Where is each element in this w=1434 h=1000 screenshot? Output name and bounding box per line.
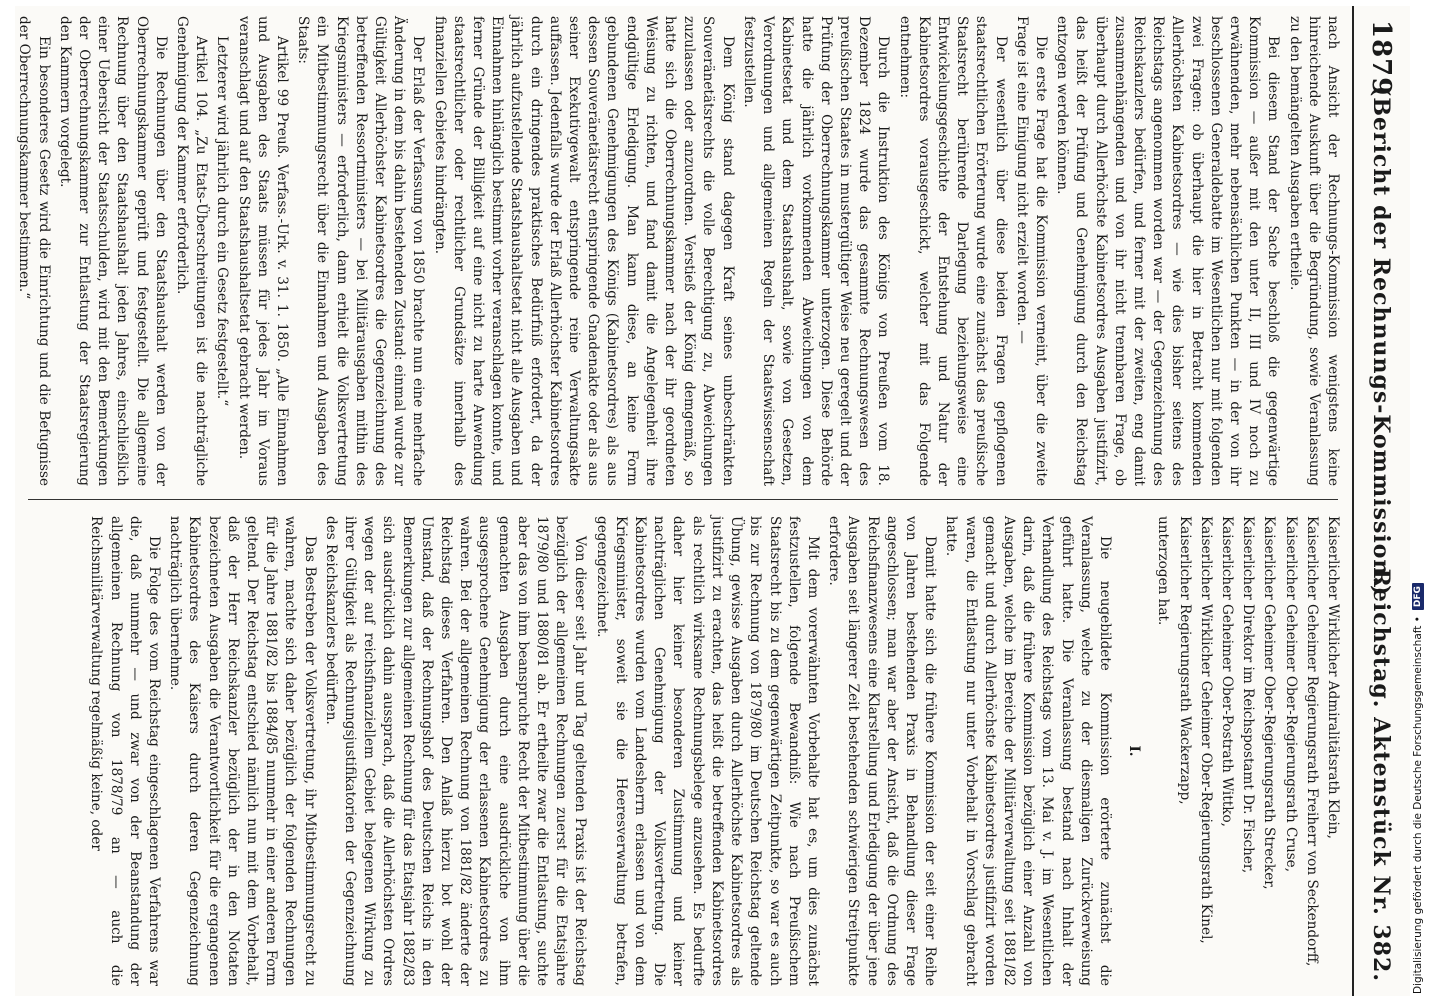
rotated-page: [15, 6, 1410, 996]
article-quote: Artikel 104. „Zu Etats-Überschreitungen ist die nachträgliche Genehmigung der Kammer erforderlich.: [174, 16, 210, 486]
paragraph: unterzogen hat.: [1155, 516, 1172, 626]
page-header: [1352, 6, 1410, 996]
paragraph: Dem König stand dagegen Kraft seines unbeschränkten Souveränetätsrechts die volle Berechtigung zu, Abweichungen zuzulassen oder anzuordnen. Verstieß der König demgemäß, so hatte sich die Oberrechnungskammer nach der ihr geordneten Weisung zu richten, und fand damit die Angelegenheit ihre endgültige Erledigung. Man kann diese, an keine Form gebundenen Genehmigungen des Königs (Kabinetsordres) als aus dessen Souveränetätsrecht entspringende Gnadenakte oder als aus seiner Exekutivgewalt entspringende reine Verwaltungsakte auffassen. Jedenfalls wurde der Erlaß Allerhöchster Kabinetsordres durch ein dringendes praktisches Bedürfniß erfordert, da der jährlich aufzustellende Staatshaushaltsetat nicht alle Ausgaben und Einnahmen hinlänglich bestimmt vorher veranschlagen konnte, und ferner Gründe der Billigkeit auf eine nicht zu harte Anwendung staatsrechtlicher oder rechtlicher Grundsätze innerhalb des finanziellen Gebietes hindrängten.: [431, 16, 736, 486]
credit-text: Digitalisierung gefördert durch die Deutsche Forschungsgemeinschaft •: [1412, 616, 1424, 994]
article-quote: Ein besonderes Gesetz wird die Einrichtung und die Befugnisse der Oberrechnungskammer bestimmen.“: [16, 16, 52, 486]
paragraph: Das Bestreben der Volksvertretung, ihr Mitbestimmungsrecht zu wahren, machte sich daher bezüglich der folgenden Rechnungen für die Jahre 1881/82 bis 1884/85 nunmehr in einer anderen Form geltend. Der Reichstag entschied nämlich nun mit dem Vorbehalt, daß der Herr Reichskanzler bezüglich der in den Notaten bezeichneten Ausgaben die Verantwortlichkeit für die ergangenen Kabinetsordres des Kaisers durch deren Gegenzeichnung nachträglich übernehme.: [167, 516, 318, 986]
column-divider: [28, 499, 1338, 500]
member-line: Kaiserlicher Geheimer Ober-Regierungsrath Cruse,: [1282, 516, 1299, 873]
paragraph: Von dieser seit Jahr und Tag geltenden Praxis ist der Reichstag bezüglich der allgemeinen Rechnungen zuerst für die Etatsjahre 1879/80 und 1880/81 ab. Er ertheilte zwar die Entlastung, suchte aber das von ihm beanspruchte Recht der Mitbestimmung über die gemachten Ausgaben durch eine ausdrückliche von ihm ausgesprochene Genehmigung der erlassenen Kabinetsordres zu wahren. Bei der allgemeinen Rechnung von 1881/82 änderte der Reichstag dieses Verfahren. Den Anlaß hierzu bot wohl der Umstand, daß der Rechnungshof des Deutschen Reichs in den Bemerkungen zur allgemeinen Rechnung für das Etatsjahr 1882/83 sich ausdrücklich dahin aussprach, daß die Allerhöchsten Ordres wegen der auf reichsfinanziellem Gebiet belegenen Wirkung zu ihrer Gültigkeit als Rechnungsjustifikatorien der Gegenzeichnung des Reichskanzlers bedürften.: [322, 516, 589, 986]
page-title: Reichstag. Aktenstück Nr. 382.: [1368, 568, 1394, 982]
article-quote: Artikel 99 Preuß. Verfass.-Urk. v. 31. 1. 1850. „Alle Einnahmen und Ausgaben des Staats müssen für jedes Jahr im Voraus veranschlagt und auf den Staatshaushaltsetat gebracht werden.: [235, 16, 291, 486]
paragraph: Die erste Frage hat die Kommission verneint, über die zweite Frage ist eine Einigung nicht erzielt worden. —: [1013, 16, 1049, 486]
member-line: Kaiserlicher Wirklicher Geheimer Ober-Regierungsrath Kinel,: [1197, 516, 1214, 944]
paragraph: Der wesentlich über diese beiden Fragen gepflogenen staatsrechtlichen Erörterung wurde eine zunächst das preußische Staatsrecht berührende Darlegung beziehungsweise eine Entwickelungsgeschichte der Entstehung und Natur der Kabinetsordres vorausgeschickt, welcher mit das Folgende entnehmen:: [896, 16, 1009, 486]
article-quote: Die Rechnungen über den Staatshaushalt werden von der Oberrechnungskammer geprüft und festgestellt. Die allgemeine Rechnung über den Staatshaushalt jeden Jahres, einschließlich einer Uebersicht der Staatsschulden, wird mit den Bemerkungen der Oberrechnungskammer zur Entlastung der Staatsregierung den Kammern vorgelegt.: [56, 16, 169, 486]
paragraph: Damit hatte sich die frühere Kommission der seit einer Reihe von Jahren bestehenden Praxis in Behandlung dieser Frage angeschlossen; man war aber der Ansicht, daß die Ordnung des Reichsfinanzwesens eine Klarstellung und Erledigung der über jene Ausgaben seit längerer Zeit bestehenden schwierigen Streitpunkte erfordere.: [826, 516, 939, 986]
paragraph: Die neugebildete Kommission erörterte zunächst die Veranlassung, welche zu der diesmaligen Zurückverweisung geführt hatte. Die Veranlassung bestand nach Inhalt der Verhandlung des Reichstags vom 13. Mai v. J. im Wesentlichen darin, daß die frühere Kommission bezüglich einer Anzahl von Ausgaben, welche im Bereiche der Militärverwaltung seit 1881/82 gemacht und durch Allerhöchste Kabinetsordres justifizirt worden waren, die Entlastung nur unter Vorbehalt in Vorschlag gebracht hatte.: [943, 516, 1113, 986]
paragraph: Mit dem vorerwähnten Vorbehalte hat es, um dies zunächst festzustellen, folgende Bewandniß: Wie nach Preußischem Staatsrecht bis zu dem gegenwärtigen Zeitpunkte, so war es auch bis zur Rechnung von 1879/80 im Deutschen Reichstag geltende Übung, gewisse Ausgaben durch Allerhöchste Kabinetsordres als justifizirt zu erachten, das heißt die betreffenden Kabinetsordres als rechtlich wirksame Rechnungsbelege anzusehen. Es bedurfte daher hier keiner besonderen Zustimmung und keiner nachträglichen Genehmigung der Volksvertretung. Die Kabinetsordres wurden vom Landesherrn erlassen und von dem Kriegsminister, soweit sie die Heeresverwaltung betrafen, gegengezeichnet.: [593, 516, 821, 986]
paragraph: Der Erlaß der Verfassung von 1850 brachte nun eine mehrfache Änderung in dem bis dahin bestehenden Zustand: einmal wurde zur Gültigkeit Allerhöchster Kabinetsordres die Gegenzeichnung des betreffenden Ressortministers — bei Militärausgaben mithin des Kriegsministers — erforderlich, dann erhielt die Volksvertretung ein Mitbestimmungsrecht über die Einnahmen und Ausgaben des Staats:: [295, 16, 427, 486]
digitization-credit: [1412, 583, 1424, 994]
member-line: Kaiserlicher Geheimer Regierungsrath Freiherr von Seckendorff,: [1303, 516, 1320, 967]
text-column-left: [16, 16, 1342, 486]
paragraph: Die Folge des vom Reichstag eingeschlagenen Verfahrens war die, daß nunmehr — und zwar von der Beanstandung der allgemeinen Rechnung von 1878/79 an — auch die Reichsmilitärverwaltung regelmäßig keine, oder: [88, 516, 163, 986]
article-quote: Letzterer wird jährlich durch ein Gesetz festgestellt.“: [214, 36, 231, 407]
member-line: Kaiserlicher Direktor im Reichspostamt Dr. Fischer,: [1240, 516, 1257, 874]
text-column-right: [22, 516, 1342, 986]
paragraph: Durch die Instruktion des Königs von Preußen vom 18. Dezember 1824 wurde das gesammte Rechnungswesen des preußischen Staates in mustergültiger Weise neu geregelt und der Prüfung der Oberrechnungskammer unterzogen. Diese Behörde hatte die jährlich vorkommenden Abweichungen von dem Kabinetsetat und dem Staatshaushalt, sowie von Gesetzen, Verordnungen und allgemeinen Regeln der Staatswissenschaft festzustellen.: [740, 16, 892, 486]
page-subtitle: (Bericht der Rechnungs-Kommission.): [1368, 86, 1394, 597]
page-number: 1879: [1366, 20, 1396, 97]
member-line: Kaiserlicher Wirklicher Admiralitätsrath Klein,: [1325, 516, 1341, 839]
paragraph: nach Ansicht der Rechnungs-Kommission wenigstens keine hinreichende Auskunft über die Begründung, sowie Veranlassung zu den bemängelten Ausgaben ertheile.: [1286, 16, 1341, 486]
member-line: Kaiserlicher Geheimer Ober-Regierungsrath Strecker,: [1261, 516, 1278, 890]
member-line: Kaiserlicher Geheimer Ober-Postrath Wittko,: [1218, 516, 1235, 827]
dfg-logo-icon: DFG: [1412, 583, 1424, 610]
member-line: Kaiserlicher Regierungsrath Wackerzapp,: [1176, 516, 1193, 805]
section-heading: I.: [1126, 745, 1143, 757]
paragraph: Bei diesem Stand der Sache beschloß die gegenwärtige Kommission — außer mit den unter II, III und IV noch zu erwähnenden, mehr nebensächlichen Punkten — in der von ihr beschlossenen Generaldebatte im Wesentlichen nur mit folgenden zwei Fragen: ob überhaupt die hier in Betracht kommenden Allerhöchsten Kabinetsordres — wie dies bisher seitens des Reichstags angenommen worden war — der Gegenzeichnung des Reichskanzlers bedürfen, und ferner mit der zweiten, eng damit zusammenhängenden und von ihr nicht trennbaren Frage, ob überhaupt durch Allerhöchste Kabinetsordres Ausgaben justifizirt, das heißt der Prüfung und Genehmigung durch den Reichstag entzogen werden können.: [1054, 16, 1282, 486]
